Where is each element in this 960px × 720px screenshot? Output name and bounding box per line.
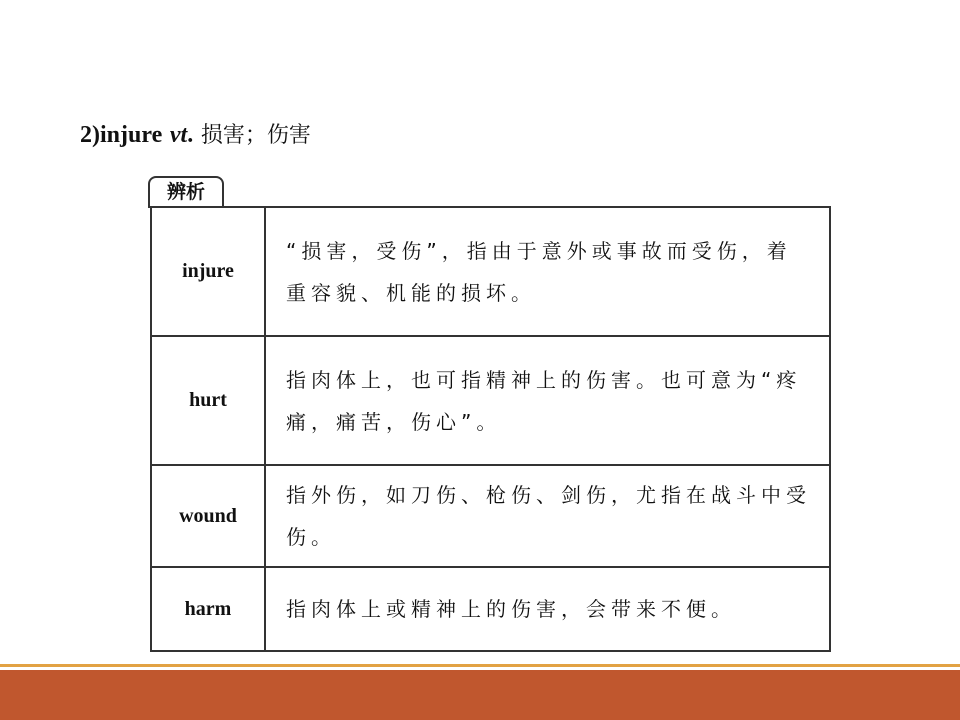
footer-accent-line <box>0 664 960 667</box>
row-word: harm <box>151 567 265 651</box>
analysis-tab-label: 辨析 <box>148 176 224 208</box>
row-description: 指外伤，如刀伤、枪伤、剑伤，尤指在战斗中受伤。 <box>265 465 830 567</box>
heading <box>80 118 311 149</box>
footer-bar <box>0 670 960 720</box>
table-row <box>151 207 830 336</box>
comparison-table <box>150 206 831 652</box>
row-word: hurt <box>151 336 265 465</box>
table-row <box>151 567 830 651</box>
heading-pos: vt <box>169 122 188 148</box>
heading-number-word: 2)injure <box>80 122 163 148</box>
row-word: injure <box>151 207 265 336</box>
table-row <box>151 465 830 567</box>
table-row <box>151 336 830 465</box>
row-word: wound <box>151 465 265 567</box>
row-description: 指肉体上或精神上的伤害，会带来不便。 <box>265 567 830 651</box>
row-description: “损害，受伤”，指由于意外或事故而受伤，着重容貌、机能的损坏。 <box>265 207 830 336</box>
heading-dot: . <box>187 122 194 148</box>
row-description: 指肉体上，也可指精神上的伤害。也可意为“疼痛，痛苦，伤心”。 <box>265 336 830 465</box>
heading-gloss: 损害；伤害 <box>200 123 311 148</box>
